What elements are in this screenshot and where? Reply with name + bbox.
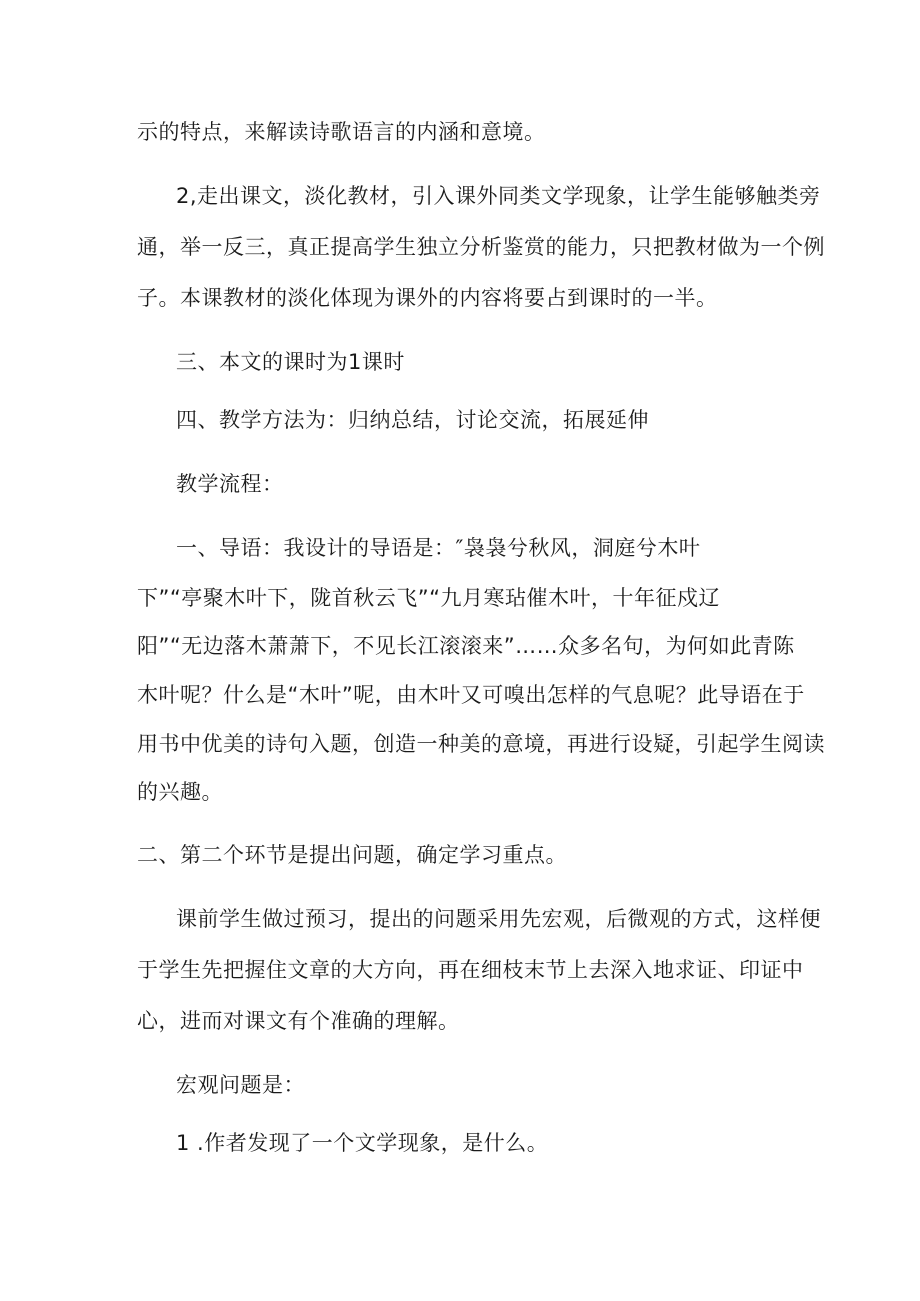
paragraph-line: 通，举一反三，真正提高学生独立分析鉴赏的能力，只把教材做为一个例 [137,235,825,259]
paragraph-line: 阳”“无边落木萧萧下，不见长江滚滚来”……众多名句，为何如此青陈 [137,634,795,658]
section-heading: 教学流程： [176,472,284,496]
paragraph-line: 木叶呢？什么是“木叶”呢，由木叶又可嗅出怎样的气息呢？此导语在于 [137,683,805,707]
paragraph-line: 宏观问题是： [176,1073,305,1097]
section-heading: 三、本文的课时为1课时 [176,350,405,374]
paragraph-line: 子。本课教材的淡化体现为课外的内容将要占到课时的一半。 [137,286,718,310]
list-item: 1 .作者发现了一个文学现象，是什么。 [176,1131,549,1155]
paragraph-line: 下”“亭聚木叶下，陇首秋云飞”“九月寒玷催木叶，十年征戍辽 [137,586,721,610]
paragraph-line: 的兴趣。 [137,780,223,804]
paragraph-line: 心，进而对课文有个准确的理解。 [137,1009,460,1033]
paragraph-line: 课前学生做过预习，提出的问题采用先宏观，后微观的方式，这样便 [176,907,821,931]
paragraph-line: 用书中优美的诗句入题，创造一种美的意境，再进行设疑，引起学生阅读 [137,732,825,756]
paragraph-line: 示的特点，来解读诗歌语言的内涵和意境。 [137,120,546,144]
paragraph-line: 一、导语：我设计的导语是：″袅袅兮秋风，洞庭兮木叶 [176,536,701,560]
paragraph-line: 于学生先把握住文章的大方向，再在细枝末节上去深入地求证、印证中 [137,958,804,982]
paragraph-line: 2,走出课文，淡化教材，引入课外同类文学现象，让学生能够触类旁 [176,184,821,208]
section-heading: 四、教学方法为：归纳总结，讨论交流，拓展延伸 [176,408,649,432]
section-heading: 二、第二个环节是提出问题，确定学习重点。 [137,843,567,867]
